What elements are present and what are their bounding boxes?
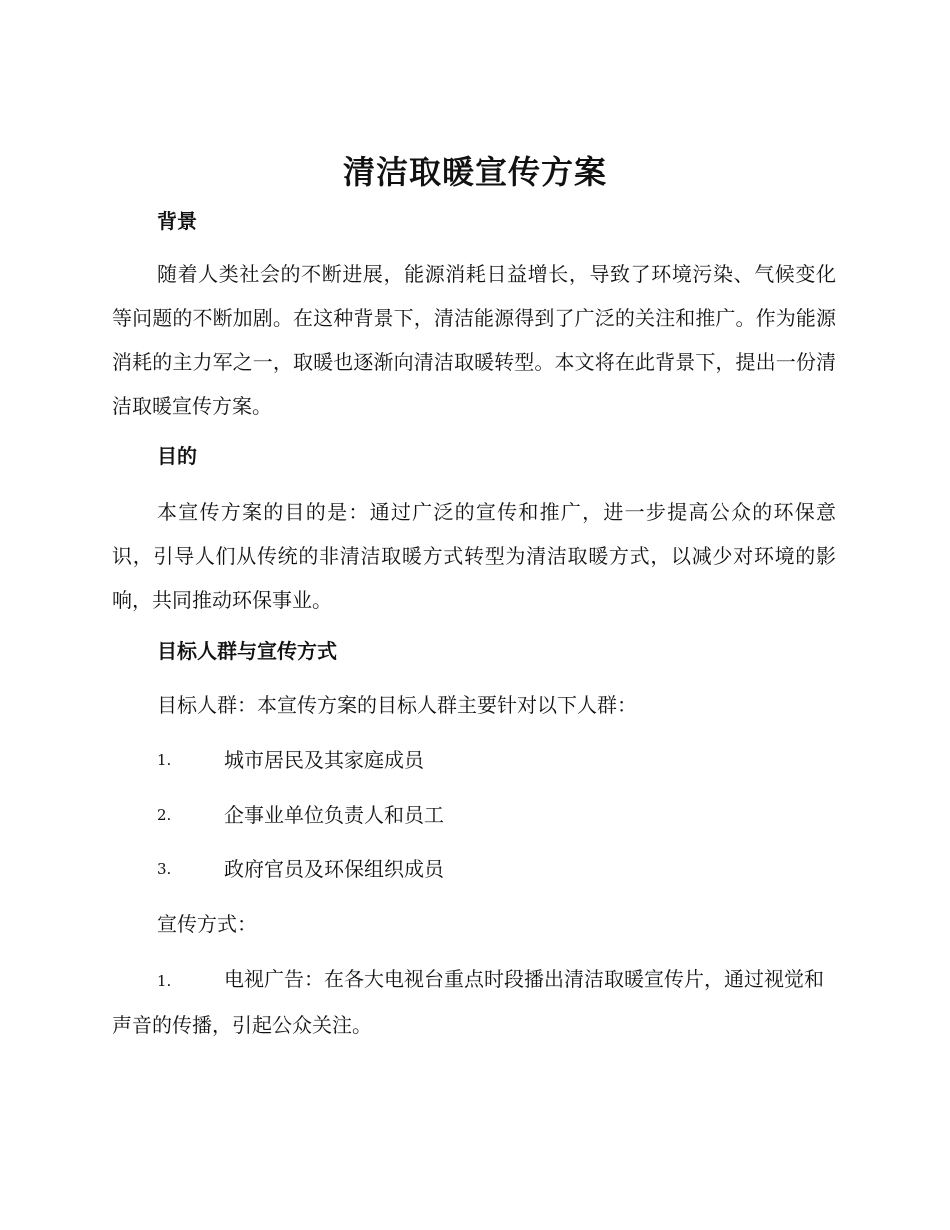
list-item-number: 3.	[157, 860, 172, 878]
section-heading-audience: 目标人群与宣传方式	[157, 639, 337, 663]
audience-intro: 目标人群：本宣传方案的目标人群主要针对以下人群：	[157, 693, 637, 717]
list-item: 企事业单位负责人和员工	[224, 803, 444, 827]
purpose-paragraph: 本宣传方案的目的是：通过广泛的宣传和推广，进一步提高公众的环保意识，引导人们从传统的非清洁取暖方式转型为清洁取暖方式，以减少对环境的影响，共同推动环保事业。	[112, 500, 836, 612]
list-item: 城市居民及其家庭成员	[224, 748, 424, 772]
section-heading-background: 背景	[157, 209, 197, 233]
page-title: 清洁取暖宣传方案	[342, 153, 607, 191]
methods-label: 宣传方式：	[157, 912, 257, 936]
background-paragraph: 随着人类社会的不断进展，能源消耗日益增长，导致了环境污染、气候变化等问题的不断加剧。在这种背景下，清洁能源得到了广泛的关注和推广。作为能源消耗的主力军之一，取暖也逐渐向清洁取暖转型。本文将在此背景下，提出一份清洁取暖宣传方案。	[112, 262, 836, 418]
list-item-number: 2.	[157, 806, 172, 824]
section-heading-purpose: 目的	[157, 444, 197, 468]
list-item-text: 电视广告：在各大电视台重点时段播出清洁取暖宣传片，通过视觉和声音的传播，引起公众关注。	[112, 967, 824, 1037]
list-item: 政府官员及环保组织成员	[224, 857, 444, 881]
methods-list-item	[112, 957, 836, 1047]
list-item-number: 1.	[157, 972, 172, 990]
list-item-number: 1.	[157, 751, 172, 769]
